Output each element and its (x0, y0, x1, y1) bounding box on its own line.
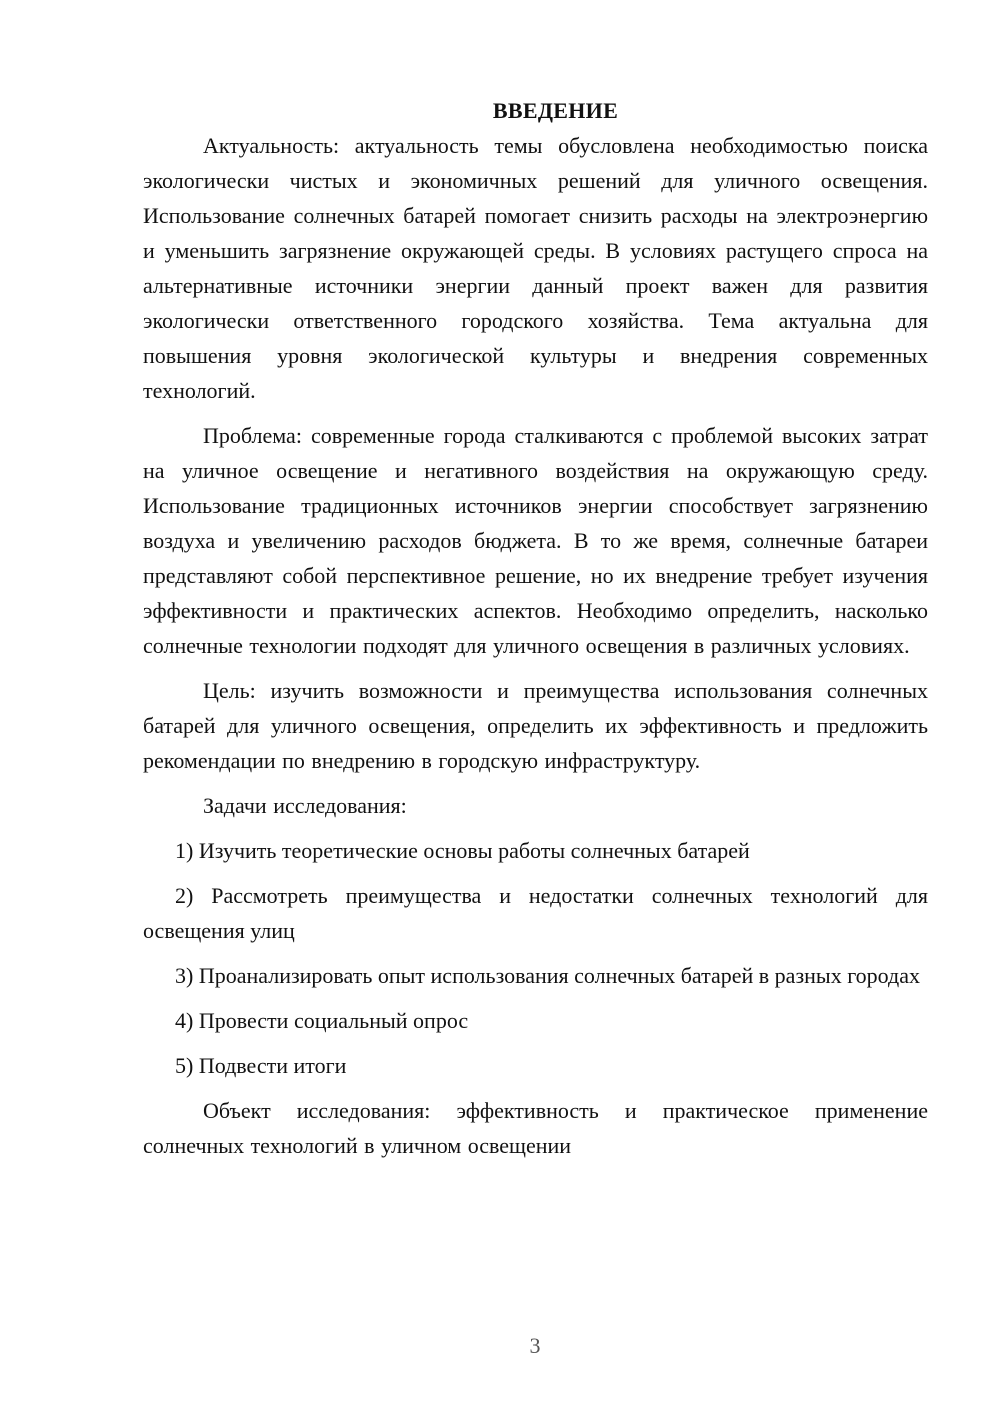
section-heading: ВВЕДЕНИЕ (492, 98, 619, 123)
object-paragraph: Объект исследования: эффективность и практическое применение солнечных технологий в уличном освещении (143, 1098, 928, 1158)
page-content (143, 93, 928, 1173)
task-item-5: 5) Подвести итоги (175, 1053, 347, 1078)
problem-paragraph: Проблема: современные города сталкиваются с проблемой высоких затрат на уличное освещение и негативного воздействия на окружающую среду. Использование традиционных источников энергии способствует загрязнению воздуха и увеличению расходов бюджета. В то же время, солнечные батареи представляют собой перспективное решение, но их внедрение требует изучения эффективности и практических аспектов. Необходимо определить, насколько солнечные технологии подходят для уличного освещения в различных условиях. (143, 423, 928, 658)
relevance-paragraph: Актуальность: актуальность темы обусловлена необходимостью поиска экологически чистых и экономичных решений для уличного освещения. Использование солнечных батарей помогает снизить расходы на электроэнергию и уменьшить загрязнение окружающей среды. В условиях растущего спроса на альтернативные источники энергии данный проект важен для развития экологически ответственного городского хозяйства. Тема актуальна для повышения уровня экологической культуры и внедрения современных технологий. (143, 133, 928, 403)
task-item-1: 1) Изучить теоретические основы работы солнечных батарей (175, 838, 750, 863)
page-number: 3 (529, 1333, 541, 1358)
task-item-4: 4) Провести социальный опрос (175, 1008, 469, 1033)
task-item-3: 3) Проанализировать опыт использования солнечных батарей в разных городах (175, 963, 920, 988)
task-item-2: 2) Рассмотреть преимущества и недостатки солнечных технологий для освещения улиц (143, 883, 928, 943)
goal-paragraph: Цель: изучить возможности и преимущества использования солнечных батарей для уличного освещения, определить их эффективность и предложить рекомендации по внедрению в городскую инфраструктуру. (143, 678, 928, 773)
tasks-heading: Задачи исследования: (203, 793, 407, 818)
